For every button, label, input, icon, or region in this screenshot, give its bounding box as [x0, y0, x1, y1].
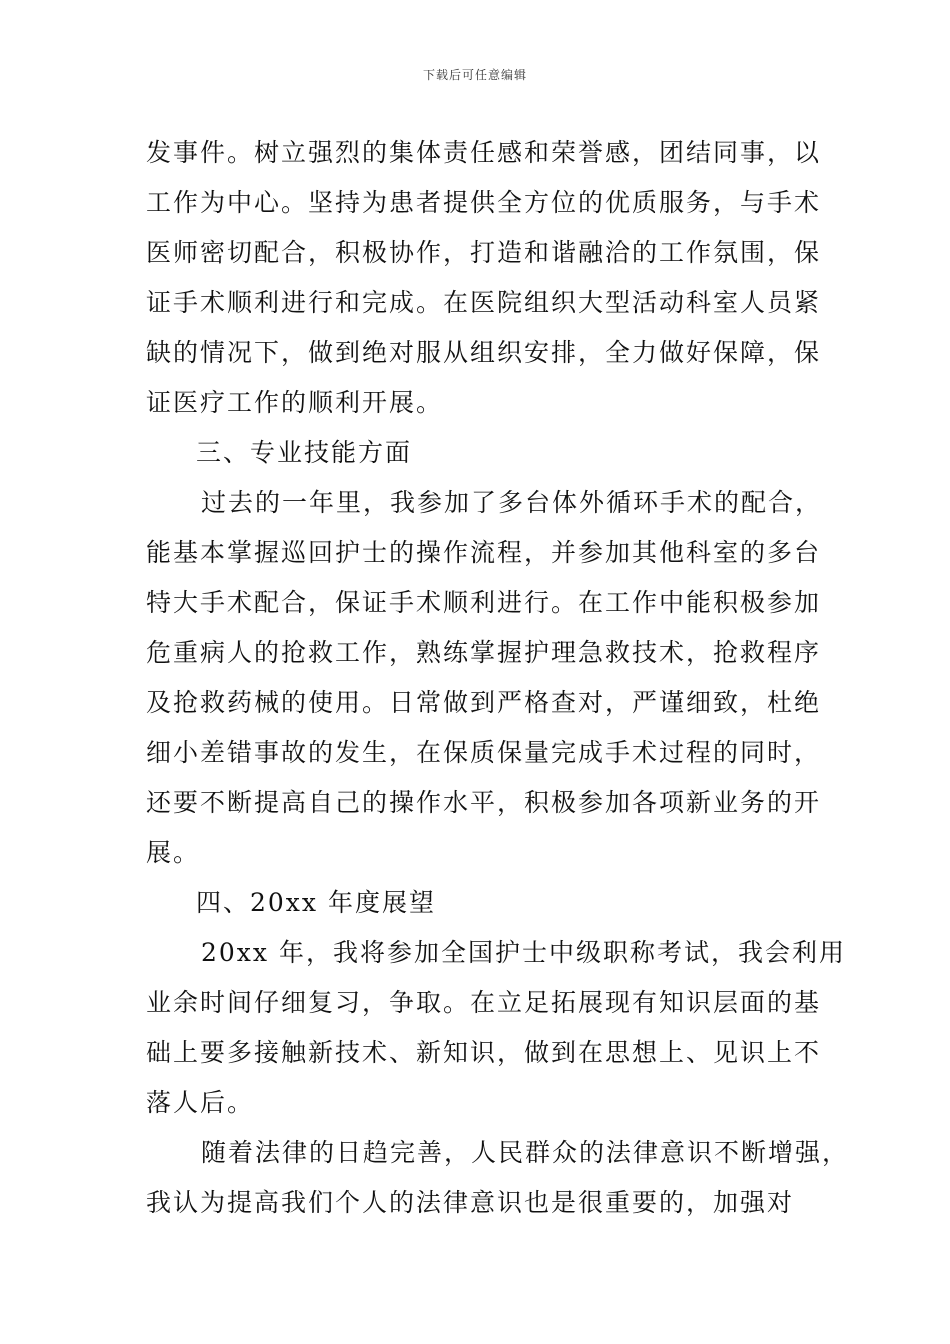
text-line: 还要不断提高自己的操作水平，积极参加各项新业务的开 — [146, 788, 822, 817]
text-line: 业余时间仔细复习，争取。在立足拓展现有知识层面的基 — [146, 988, 822, 1017]
text-line: 证手术顺利进行和完成。在医院组织大型活动科室人员紧 — [146, 288, 822, 317]
section-heading: 四、20xx 年度展望 — [196, 888, 436, 917]
text-line: 细小差错事故的发生，在保质保量完成手术过程的同时， — [146, 738, 822, 767]
text-line: 缺的情况下，做到绝对服从组织安排，全力做好保障，保 — [146, 338, 822, 367]
text-line: 过去的一年里，我参加了多台体外循环手术的配合， — [201, 488, 823, 517]
header-note: 下载后可任意编辑 — [422, 68, 527, 82]
text-line: 展。 — [146, 838, 201, 867]
text-line: 特大手术配合，保证手术顺利进行。在工作中能积极参加 — [146, 588, 822, 617]
text-line: 20xx 年，我将参加全国护士中级职称考试，我会利用 — [201, 938, 846, 967]
text-line: 工作为中心。坚持为患者提供全方位的优质服务，与手术 — [146, 188, 822, 217]
section-heading: 三、专业技能方面 — [196, 438, 413, 467]
text-line: 落人后。 — [146, 1088, 255, 1117]
text-line: 能基本掌握巡回护士的操作流程，并参加其他科室的多台 — [146, 538, 822, 567]
document-body — [146, 128, 850, 1228]
text-line: 医师密切配合，积极协作，打造和谐融洽的工作氛围，保 — [146, 238, 822, 267]
text-line: 危重病人的抢救工作，熟练掌握护理急救技术，抢救程序 — [146, 638, 822, 667]
text-line: 随着法律的日趋完善，人民群众的法律意识不断增强， — [201, 1138, 850, 1167]
text-line: 证医疗工作的顺利开展。 — [146, 388, 444, 417]
text-line: 础上要多接触新技术、新知识，做到在思想上、见识上不 — [146, 1038, 822, 1067]
text-line: 我认为提高我们个人的法律意识也是很重要的，加强对 — [146, 1188, 795, 1217]
text-line: 及抢救药械的使用。日常做到严格查对，严谨细致，杜绝 — [146, 688, 822, 717]
text-line: 发事件。树立强烈的集体责任感和荣誉感，团结同事，以 — [146, 138, 822, 167]
